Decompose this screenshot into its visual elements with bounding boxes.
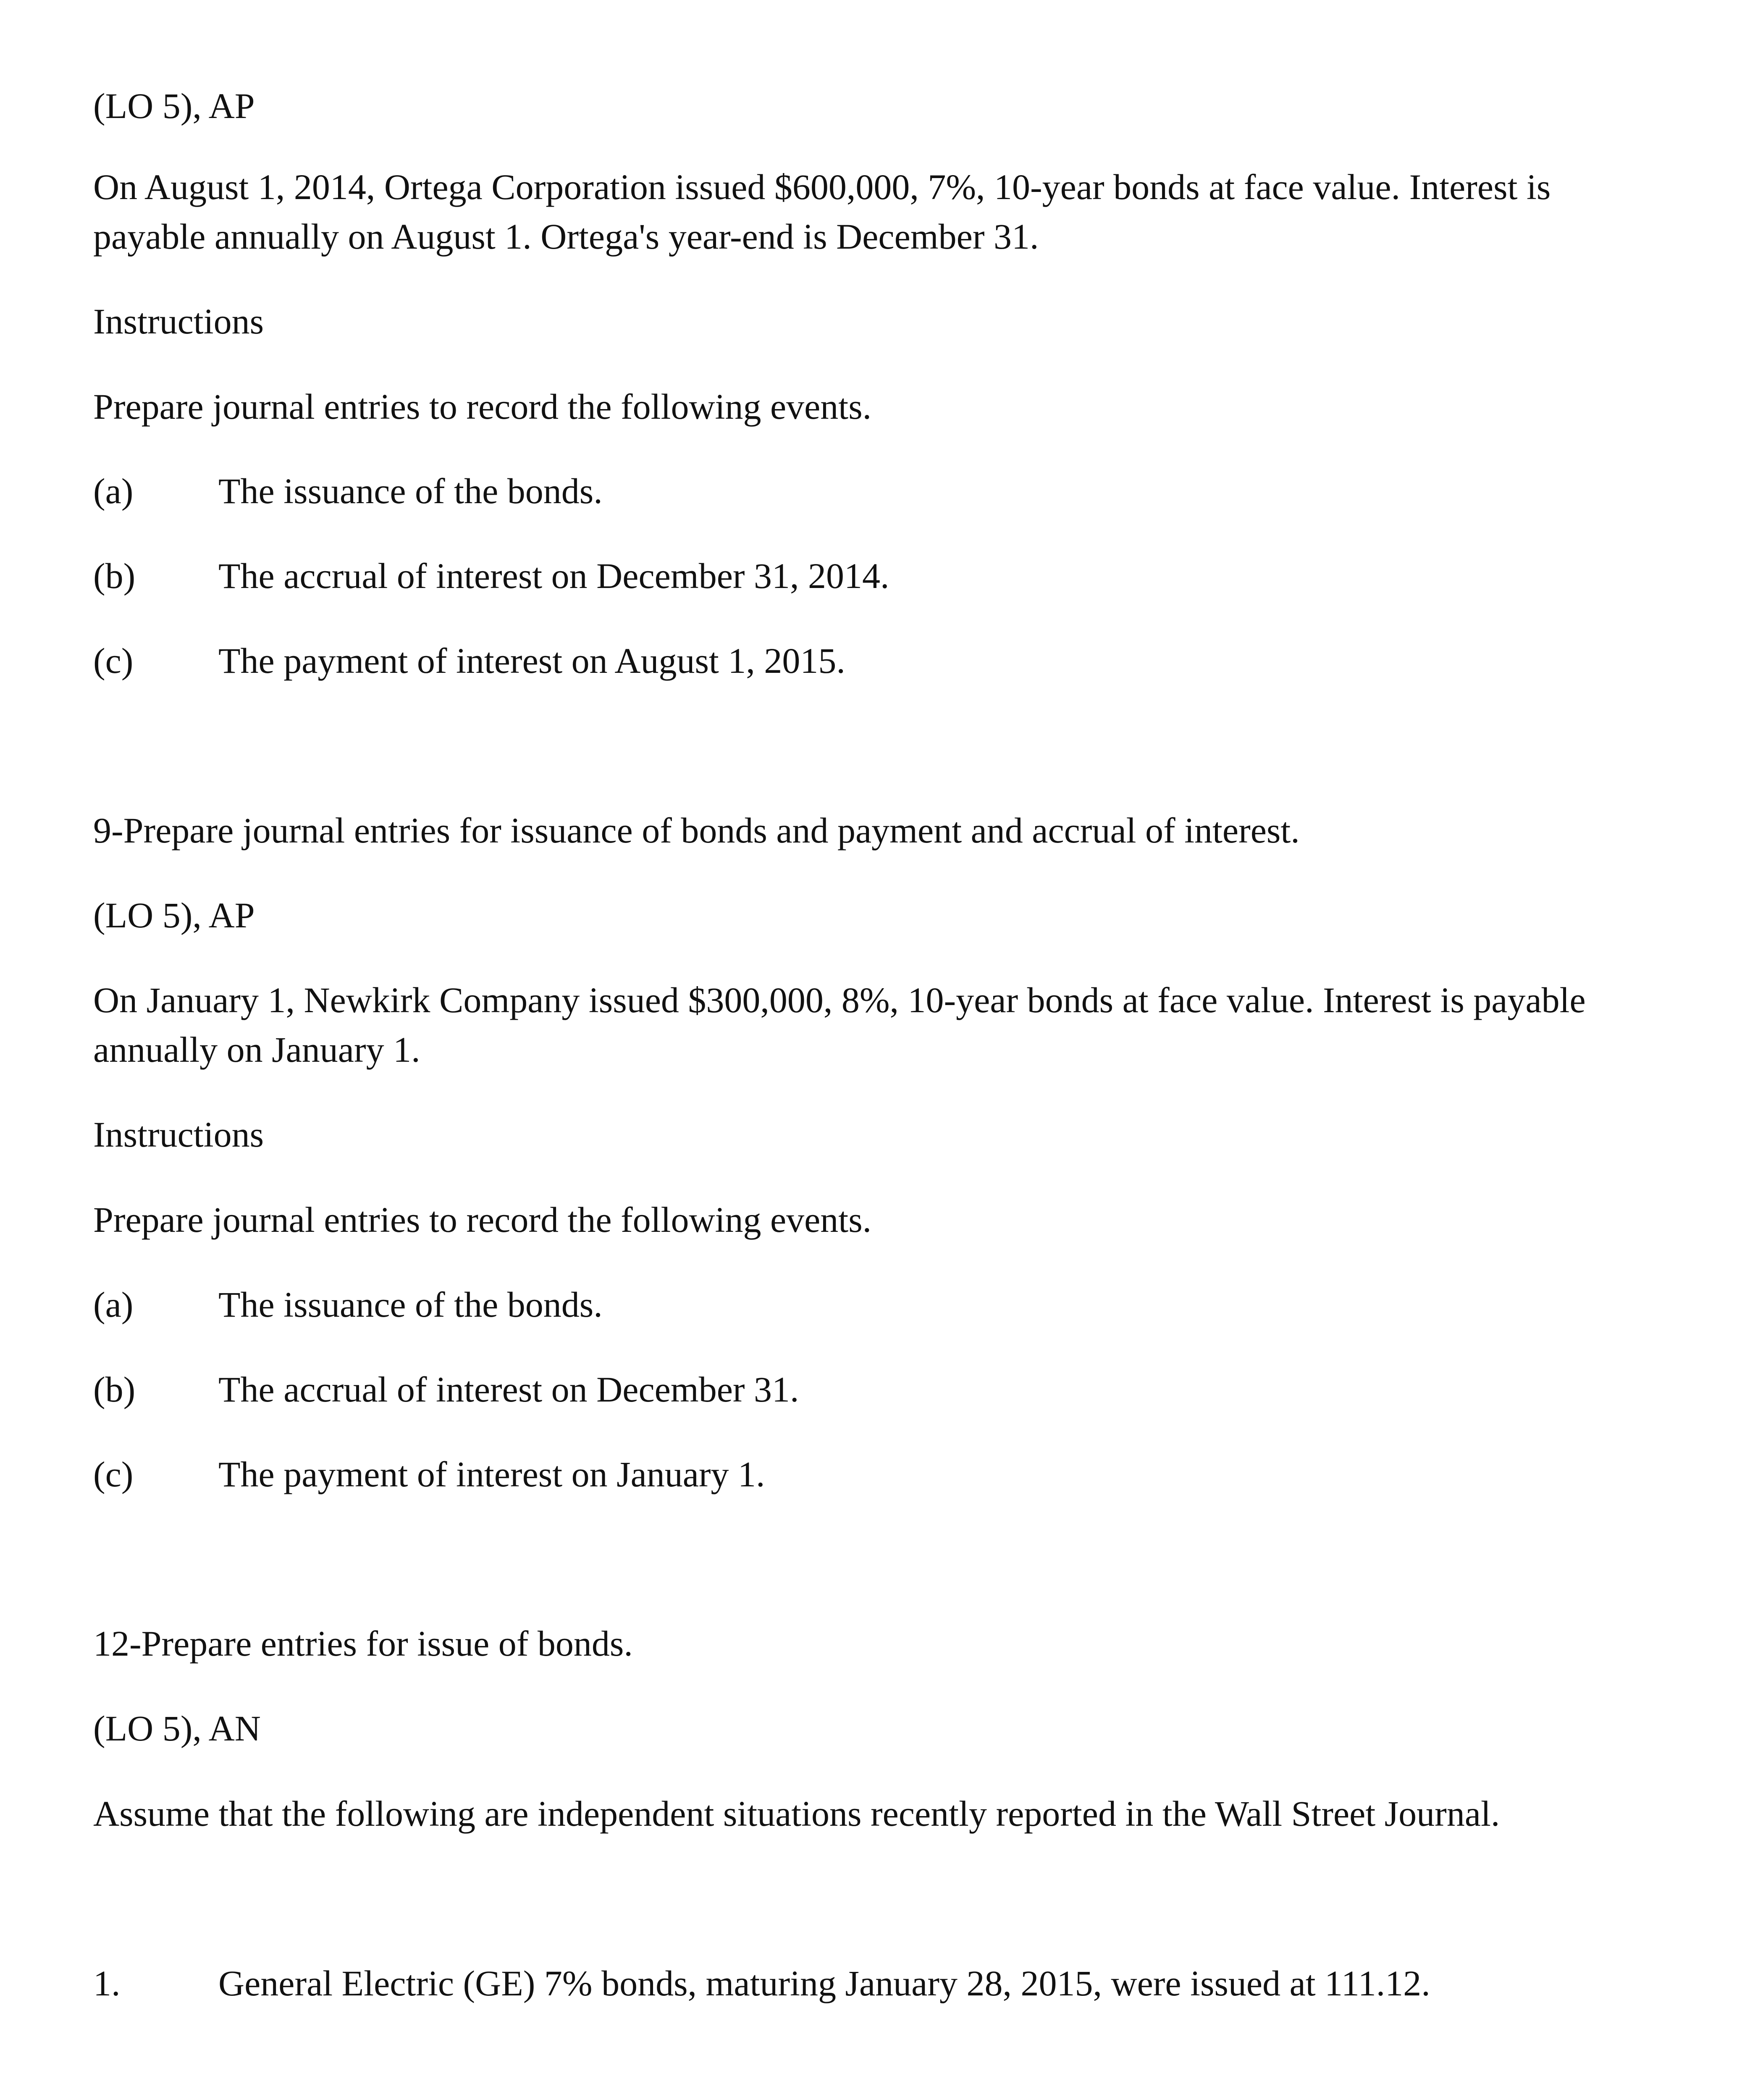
section1-item-c-text: The payment of interest on August 1, 2015. [218,640,845,681]
section3-item-1-label: 1. [93,1963,121,2003]
section2-item-b-text: The accrual of interest on December 31. [218,1369,799,1410]
section1-item-a-text: The issuance of the bonds. [218,471,603,511]
section1-item-c-label: (c) [93,640,134,681]
section3-item-1-text: General Electric (GE) 7% bonds, maturing January 28, 2015, were issued at 111.12. [218,1963,1430,2003]
section1-item-b-label: (b) [93,556,136,596]
section1-item-a-label: (a) [93,471,134,511]
section1-item-b-text: The accrual of interest on December 31, 2014. [218,556,889,596]
section1-problem-line2: payable annually on August 1. Ortega's year-end is December 31. [93,216,1039,257]
section1-instructions-heading: Instructions [93,301,264,341]
section2-item-a-text: The issuance of the bonds. [218,1284,603,1325]
section2-prompt: Prepare journal entries to record the following events. [93,1200,872,1240]
section3-intro: Assume that the following are independent situations recently reported in the Wall Street Journal. [93,1793,1500,1834]
section2-item-c-text: The payment of interest on January 1. [218,1454,765,1494]
section2-lo: (LO 5), AP [93,895,255,935]
section2-problem-line1: On January 1, Newkirk Company issued $300,000, 8%, 10-year bonds at face value. Interest is payable [93,980,1586,1020]
section2-problem-line2: annually on January 1. [93,1029,420,1070]
section1-lo: (LO 5), AP [93,86,255,126]
section1-problem-line1: On August 1, 2014, Ortega Corporation issued $600,000, 7%, 10-year bonds at face value. Interest is [93,167,1551,207]
section3-lo: (LO 5), AN [93,1708,261,1748]
section3-heading: 12-Prepare entries for issue of bonds. [93,1623,633,1664]
section2-heading: 9-Prepare journal entries for issuance of bonds and payment and accrual of interest. [93,810,1300,850]
section1-prompt: Prepare journal entries to record the following events. [93,386,872,427]
section2-instructions-heading: Instructions [93,1114,264,1155]
section2-item-a-label: (a) [93,1284,134,1325]
section2-item-b-label: (b) [93,1369,136,1410]
section2-item-c-label: (c) [93,1454,134,1494]
